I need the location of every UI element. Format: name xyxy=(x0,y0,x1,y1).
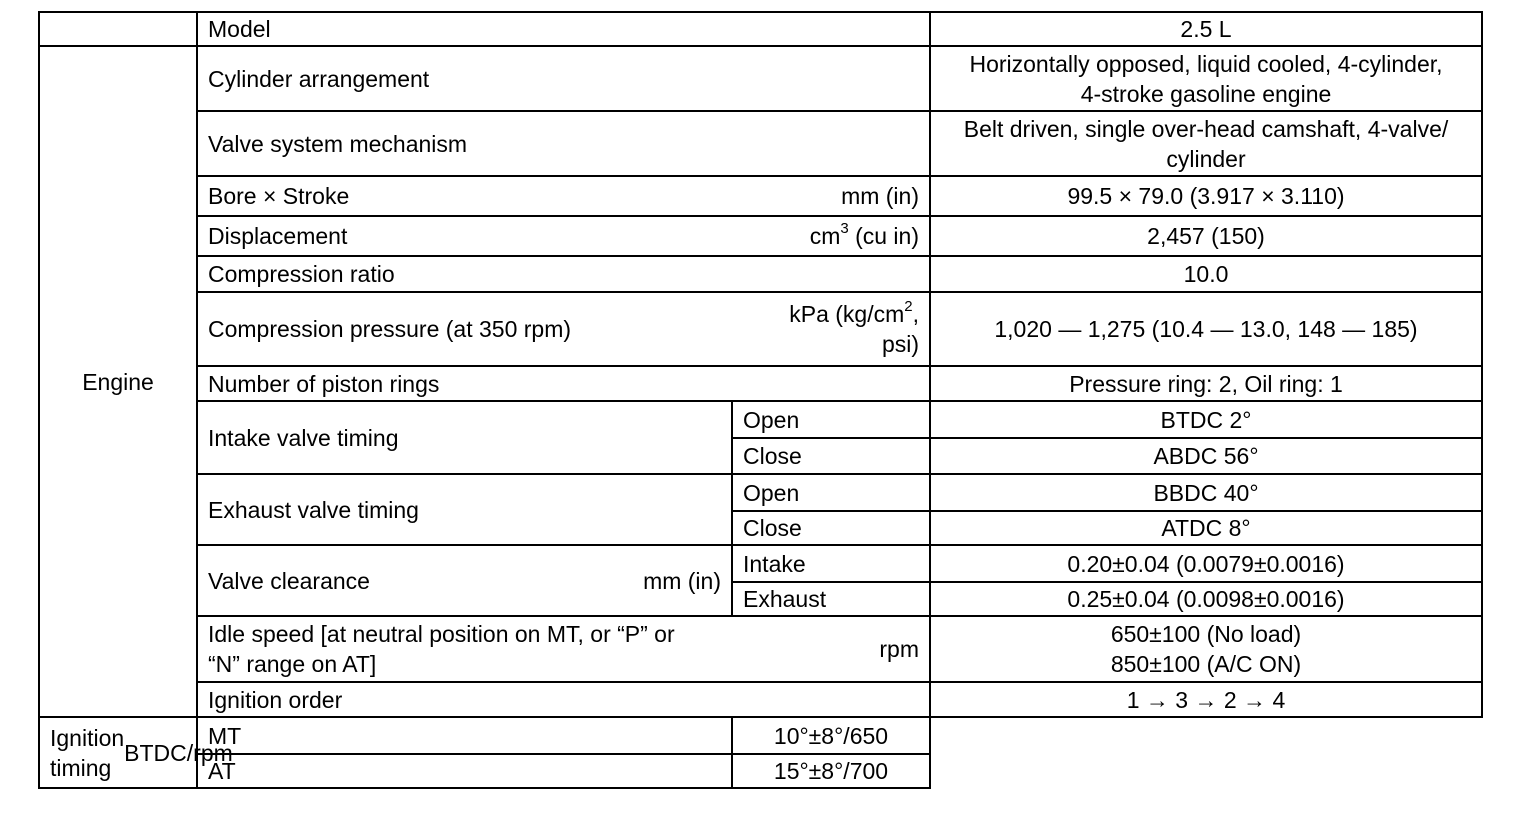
table-row xyxy=(39,292,1482,366)
valve-system-value xyxy=(930,111,1482,176)
piston-rings-value: Pressure ring: 2, Oil ring: 1 xyxy=(930,366,1482,401)
displacement-value: 2,457 (150) xyxy=(930,216,1482,256)
ignition-order-label: Ignition order xyxy=(197,682,930,717)
valve-clearance-intake-value: 0.20±0.04 (0.0079±0.0016) xyxy=(930,545,1482,582)
compression-pressure-value: 1,020 — 1,275 (10.4 — 13.0, 148 — 185) xyxy=(930,292,1482,366)
ignition-timing-unit: BTDC/rpm xyxy=(124,739,233,766)
model-label: Model xyxy=(197,12,930,46)
valve-clearance-intake-label: Intake xyxy=(732,545,930,582)
compression-ratio-label: Compression ratio xyxy=(197,256,930,292)
intake-timing-label: Intake valve timing xyxy=(197,401,732,474)
value-line: Horizontally opposed, liquid cooled, 4-cylinder, xyxy=(969,50,1443,77)
unit-superscript: 3 xyxy=(840,220,849,238)
unit-superscript: 2 xyxy=(904,298,913,316)
table-row xyxy=(39,545,1482,582)
table-row xyxy=(39,754,1482,788)
intake-close-value: ABDC 56° xyxy=(930,438,1482,474)
unit-text: psi) xyxy=(881,331,919,357)
bore-stroke-label: Bore × Stroke xyxy=(208,183,350,209)
value-line: 4-stroke gasoline engine xyxy=(1080,80,1332,107)
table-row xyxy=(39,256,1482,292)
intake-open-value: BTDC 2° xyxy=(930,401,1482,438)
value-line: 850±100 (A/C ON) xyxy=(1110,651,1302,677)
table-row xyxy=(39,401,1482,438)
displacement-cell xyxy=(197,216,930,256)
ignition-timing-at-value: 15°±8°/700 xyxy=(732,754,930,788)
valve-clearance-cell xyxy=(197,545,732,616)
unit-text: kPa (kg/cm xyxy=(789,301,905,327)
exhaust-open-label: Open xyxy=(732,474,930,511)
idle-speed-unit: rpm xyxy=(879,636,919,662)
intake-open-label: Open xyxy=(732,401,930,438)
table-row xyxy=(39,12,1482,46)
ignition-timing-label: Ignition timing xyxy=(50,724,125,781)
idle-speed-cell xyxy=(197,616,930,682)
cylinder-arrangement-label: Cylinder arrangement xyxy=(197,46,930,111)
table-row xyxy=(39,616,1482,682)
bore-stroke-value: 99.5 × 79.0 (3.917 × 3.110) xyxy=(930,176,1482,216)
label-line: “N” range on AT] xyxy=(208,651,377,677)
value-line: cylinder xyxy=(1166,145,1246,172)
model-value: 2.5 L xyxy=(930,12,1482,46)
compression-pressure-label: Compression pressure (at 350 rpm) xyxy=(208,316,572,342)
idle-speed-value xyxy=(930,616,1482,682)
section-label-engine: Engine xyxy=(39,46,197,717)
bore-stroke-unit: mm (in) xyxy=(841,183,919,209)
intake-close-label: Close xyxy=(732,438,930,474)
table-row xyxy=(39,176,1482,216)
exhaust-close-value: ATDC 8° xyxy=(930,511,1482,545)
ignition-timing-mt-label: MT xyxy=(197,717,732,754)
table-row xyxy=(39,366,1482,401)
value-line: 650±100 (No load) xyxy=(1110,621,1302,647)
engine-spec-table xyxy=(38,11,1483,789)
table-row xyxy=(39,46,1482,111)
exhaust-close-label: Close xyxy=(732,511,930,545)
table-row xyxy=(39,474,1482,511)
cylinder-arrangement-value xyxy=(930,46,1482,111)
exhaust-timing-label: Exhaust valve timing xyxy=(197,474,732,545)
compression-pressure-cell xyxy=(197,292,930,366)
bore-stroke-cell xyxy=(197,176,930,216)
unit-text: , xyxy=(912,301,919,327)
valve-clearance-exhaust-value: 0.25±0.04 (0.0098±0.0016) xyxy=(930,582,1482,616)
ignition-timing-at-label: AT xyxy=(197,754,732,788)
ignition-order-value: 1 → 3 → 2 → 4 xyxy=(930,682,1482,717)
label-line: Idle speed [at neutral position on MT, or “P” or xyxy=(208,621,675,647)
table-row xyxy=(39,717,1482,754)
exhaust-open-value: BBDC 40° xyxy=(930,474,1482,511)
displacement-unit xyxy=(810,221,919,251)
valve-clearance-unit: mm (in) xyxy=(643,567,721,594)
valve-clearance-label: Valve clearance xyxy=(208,567,370,594)
ignition-timing-mt-value: 10°±8°/650 xyxy=(732,717,930,754)
value-line: Belt driven, single over-head camshaft, 4-valve/ xyxy=(963,115,1449,142)
idle-speed-label xyxy=(208,619,675,679)
valve-system-label: Valve system mechanism xyxy=(197,111,930,176)
unit-text: (cu in) xyxy=(848,223,919,249)
table-row xyxy=(39,216,1482,256)
table-row xyxy=(39,111,1482,176)
unit-text: cm xyxy=(809,223,841,249)
blank-corner-cell xyxy=(39,12,197,46)
displacement-label: Displacement xyxy=(208,223,348,249)
valve-clearance-exhaust-label: Exhaust xyxy=(732,582,930,616)
compression-ratio-value: 10.0 xyxy=(930,256,1482,292)
table-row xyxy=(39,682,1482,717)
piston-rings-label: Number of piston rings xyxy=(197,366,930,401)
compression-pressure-unit xyxy=(789,299,919,359)
